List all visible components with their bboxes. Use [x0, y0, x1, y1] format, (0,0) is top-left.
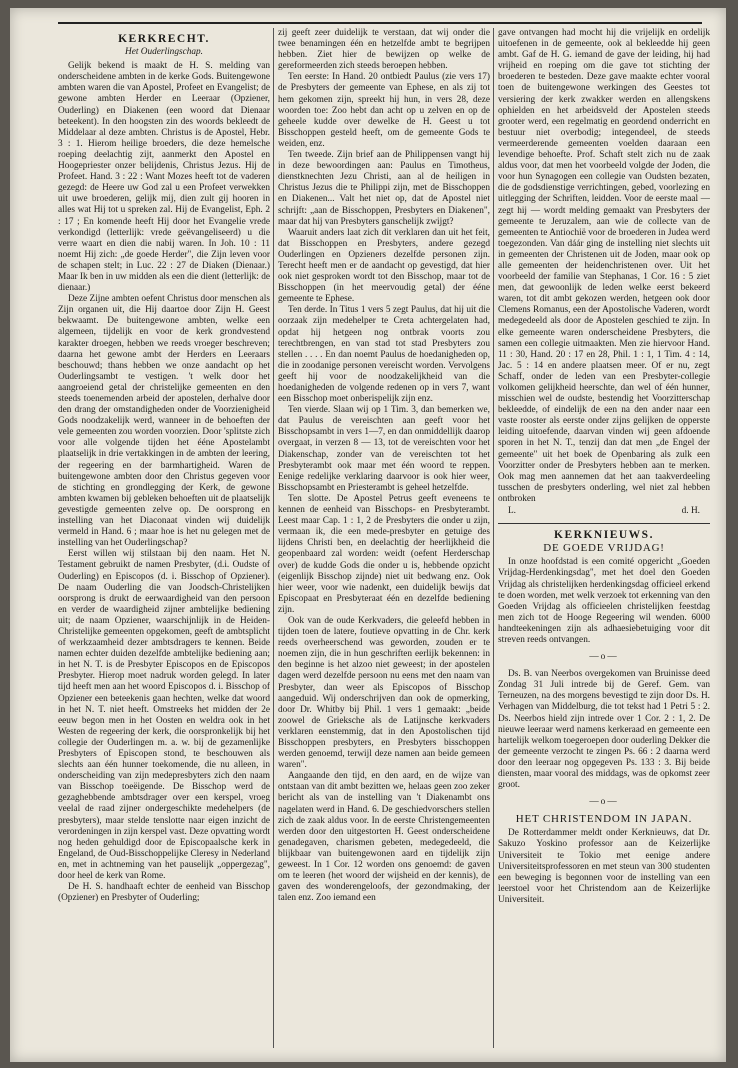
paragraph: zij geeft zeer duidelijk te verstaan, dat wij onder die twee benamingen één en hetzelfde ambt te begrijpen hebben. Ziet hier de bewijzen op welke de gereformeerden zich steeds beroepen hebben. [278, 28, 490, 72]
column-1 [58, 28, 270, 1048]
paragraph: De Rotterdammer meldt onder Kerknieuws, dat Dr. Sakuzo Yoskino professor aan de Keizerlijke Universiteit te Tokio met eenige andere Universiteitsprofessoren en met steun van 300 studenten een beweging is begonnen voor de instelling van een leerstoel voor het Christendom aan de Keizerlijke Universiteit. [498, 828, 710, 905]
paragraph: Ten vierde. Slaan wij op 1 Tim. 3, dan bemerken we, dat Paulus de vereischten aan geeft voor het Bisschopsambt in vers 1—7, en dan onmiddellijk daarop overgaat, in verzen 8 — 13, tot de vereischten voor het Diakenschap, zonder van de vereischten tot het Presbyterambt ook maar met één woord te reppen. Eenige redelijke verklaring daarvoor is ook hier weer, Bisschopsambt en Priesterambt is geheel hetzelfde. [278, 405, 490, 493]
paragraph: Deze Zijne ambten oefent Christus door menschen als Zijn organen uit, die Hij daartoe door Zijn H. Geest bekwaamt. De buitengewone ambten, welke een algemeen, tijdelijk en voor de kerk grondvestend karakter droegen, hebben we reeds vroeger beschreven; daarna het gewone ambt der Herders en Leeraars beschouwd; thans hebben we onze aandacht op het Ouderlingsambt te vestigen. 't welk door het aangroeiend getal der christelijke gemeenten en den steeds toenemenden arbeid der apostelen, derhalve door den drang der omstandigheden onder de Voorzienigheid Gods noodzakelijk werd, wanneer in de behoeften der vele gemeenten zou worden voorzien. Door 'splitste zich voor alle volgende tijden het ééne Apostelambt plaatselijk in drie vertakkingen in de ambten der leering, der regeering en der barmhartigheid. Waren de buitengewone ambten door den Christus gegeven voor de stichting en grondlegging der Kerk, de gewone ambten kwamen bij gebleken behoeften uit de plaatselijk gevestigde gemeenten zelve op. De oorsprong en instelling van het Diaconaat vinden wij duidelijk vermeld in Hand. 6 ; maar hoe is het nu gelegen met de instelling van het Ouderlingschap? [58, 294, 270, 549]
signature-right: d. H. [681, 506, 700, 517]
paragraph: In onze hoofdstad is een comité opgericht „Goeden Vrijdag-Herdenkingsdag", met het doel den Goeden Vrijdag als christelijken herdenkingsdag officieel erkend te doen worden, met welk verzoek tot erkenning van den Goeden Vrijdag als officieelen christelijken feestdag men zich tot de Hooge Regeering wil wenden. 6000 handteekeningen zijn als adhaesiebetuiging voor dit streven reeds ontvangen. [498, 557, 710, 645]
section-divider [498, 523, 710, 524]
paragraph: Waaruit anders laat zich dit verklaren dan uit het feit, dat Bisschoppen en Presbyters, andere gezegd Ouderlingen en Opzieners dezelfde personen zijn. Terecht heeft men er de aandacht op gevestigd, dat hier ook niet gesproken wordt tot den Bisschop, maar tot de Bisschoppen (in het meervoudig getal) der ééne gemeente te Ephese. [278, 227, 490, 305]
paragraph: Ten eerste: In Hand. 20 ontbiedt Paulus (zie vers 17) de Presbyters der gemeente van Ephese, en als zij tot hem gekomen zijn, spreekt hij hun, in vers 28, deze woorden toe: Zoo hebt dan acht op u zelven en op de geheele kudde over dewelke de H. Geest u tot Bisschoppen gesteld heeft, om de gemeente Gods te weiden, enz. [278, 72, 490, 149]
paragraph: Eerst willen wij stilstaan bij den naam. Het N. Testament gebruikt de namen Presbyter, (d.i. Oudste of Ouderling) en Episcopos (d. i. Bisschop of Opziener). De naam Ouderling die van Joodsch-Christelijken oorsprong is drukt de eerwaardigheid van den persoon en verder de waardigheid zijner ambtelijke bediening uit; de naam Opziener, waarschijnlijk in de Heiden-Christelijke gemeenten opgekomen, geeft de ambtsplicht of werkzaamheid dezer ambtsdragers te kennen. Beide namen echter duiden dezelfde ambtelijke bediening aan; in het N. T. is de Presbyter Episcopos en de Episcopos Presbyter. Hierop moet nadruk worden gelegd. In later tijd heeft men aan het woord Episcopos d. i. Bisschop of Opziener een beteekenis gaan hechten, welke dat woord in het N. T. niet heeft. Omstreeks het midden der 2e eeuw begon men in het Oosten en weldra ook in het Westen de regeering der kerk, die oorspronkelijk bij het collegie der Ouderlingen m. a. w. bij de gezamenlijke Presbyters of Episcopen stond, te beschouwen als slechts aan één hunner toekomende, die nu alleen, in onderscheiding van zijn medepresbyters zich den naam van Bisschop toeëigende. De Bisschop werd de gezaghebbende ambtsdrager over een kerspel, vroeg veelal de raad zijner ondergeschikte medehelpers (de presbyters), maar stelde tenslotte naar eigen inzicht de verordeningen in zijn kerspel vast. Deze opvatting wordt nog heden gehuldigd door de Episcopaalsche kerk in Engeland, de Oud-Bisschoppelijke Cleresy in Nederland en, met in achtneming van het pauselijk „oppergezag", door heel de kerk van Rome. [58, 549, 270, 882]
paragraph: Ook van de oude Kerkvaders, die geleefd hebben in tijden toen de latere, foutieve opvatting in de Chr. kerk reeds overheerschend was geworden, zouden er te noemen zijn, die in hun geschriften eerlijk bekennen: in den beginne is het alzoo niet geweest; in der apostelen dagen werd dezelfde persoon nu eens met den naam van Presbyter, dan weer als Episcopos of Bisschop aangeduid. Wij onderschrijven dan ook de opmerking, door Dr. Whitby bij Phil. 1 vers 1 gemaakt: „beide zoowel de Grieksche als de Latijnsche kerkvaders verklaren eenstemmig, dat in den Apostolischen tijd Bisschoppen presbyters, en Presbyters bisschoppen werden genoemd, terwijl deze namen aan beide gemeen waren". [278, 615, 490, 771]
top-rule [58, 22, 702, 24]
newspaper-page [10, 8, 726, 1062]
column-divider [273, 28, 274, 1048]
section-subtitle: DE GOEDE VRIJDAG! [543, 542, 665, 555]
column-3 [498, 28, 710, 1048]
paragraph: Ds. B. van Neerbos overgekomen van Bruinisse deed Zondag 31 Juli intrede bij de Geref. Gem. van Terneuzen, na des morgens bevestigd te zijn door Ds. H. Verhagen van Middelburg, die tot tekst had 1 Petri 5 : 2. Ds. Neerbos hield zijn intrede over 1 Cor. 2 : 1, 2. De nieuwe leeraar werd namens kerkeraad en gemeente een hartelijk welkom toegeroepen door ouderling Dekker die der gemeente verzocht te zingen Ps. 66 : 2 daarna werd door den leeraar nog opgegeven Ps. 133 : 3. Bij beide diensten, maar vooral des middags, was de opkomst zeer groot. [498, 669, 710, 791]
separator: —o— [589, 652, 619, 663]
paragraph: Aangaande den tijd, en den aard, en de wijze van ontstaan van dit ambt bezitten we, helaas geen zoo zeker bericht als van de instelling van 't Diakenambt ons nagelaten werd in Hand. 6. De geschiedvorschers stellen zich de zaak aldus voor. In de eerste Christengemeenten werden door den uitgestorten H. Geest onderscheidene genadegaven, charismen gebeten, medegedeeld, die blijkbaar van buitengewonen aard en tijdelijk zijn geweest. In 1 Cor. 12 worden ons genoemd: de gaven om te leeren (het woord der wijsheid en der kennis), de gaven des wonderengeloofs, der gezondmaking, der talen enz. Zoo iemand een [278, 771, 490, 904]
section-title: KERKNIEUWS. [554, 529, 654, 542]
article-subtitle: Het Ouderlingschap. [125, 47, 203, 58]
paragraph: De H. S. handhaaft echter de eenheid van Bisschop (Opziener) en Presbyter of Ouderling; [58, 882, 270, 904]
section-subtitle: HET CHRISTENDOM IN JAPAN. [515, 813, 693, 826]
paragraph: gave ontvangen had mocht hij die vrijelijk en ordelijk uitoefenen in de gemeente, ook al bekleedde hij geen ambt. Gaf de H. G. iemand de gave der leiding, hij had vrijheid en roeping om die gave tot stichting der broederen te besteden. Deze gave maakte echter vooral toen de buitengewone werkingen des Geestes tot versiering der kerk zwakker werden en allengskens ophielden en het arbeidsveld der Apostelen steeds grooter werd, een regelmatig en geordend onderricht en bestuur niet overbodig; integendeel, de steeds vermeerderende gemeenten voelden daaraan een levendige behoefte. Prof. Schaft stelt zich nu de zaak aldus voor, dat men het voorbeeld volgde der Joden, die voor hun Synagogen een collegie van Oudsten bezaten, die de godsdienstige verrichtingen, gebed, voorlezing en uitlegging der Schriften, leidden. Voor de eerste maal — zegt hij — wordt melding gemaakt van Presbyters der gemeente te Jeruzalem, aan wie de collecte van de gemeenten te Antiochië voor de broederen in Judea werd toegezonden. Van dáár ging de instelling niet slechts uit in gemeenten der Christenen uit de Joden, maar ook op alle gemeenten der heidenchristenen over. Uit het voorbeeld der familie van Stephanas, 1 Cor. 16 : 5 ziet men, dat gewoonlijk de leden welke eerst bekeerd waren, tot dit ambt gekozen werden, hetgeen ook door Clemens Romanus, een der Apostolische Vaderen, wordt medegedeeld als door de Apostelen geschied te zijn. In elke gemeente waren onderscheidene Presbyters, die samen een collegie uitmaakten. Men zie hiervoor Hand. 11 : 30, Hand. 20 : 17 en 28, Phil. 1 : 1, 1 Tim. 4 : 14, Jac. 5 : 14 en andere plaatsen meer. Of er nu, zegt Schaff, onder de leden van een Presbyter-collegie volkomen gelijkheid heerschte, dan wel of één hunner, misschien wel de oudste, bestendig het Voorzitterschap bekleedde, of eindelijk de een na den ander naar een vaste rooster als eerste onder zijns gelijken de opperste leiding uitoefende, daarvan vinden wij geen afdoende sporen in het N. T., tenzij dan dat men „de Engel der gemeente" uit het boek de Openbaring als zulk een Voorzitter onder de Presbyters hebben aan te merken. Ook mag men aannemen dat het aan taakverdeeling tusschen de presbyters onderling, wel niet zal hebben ontbroken [498, 28, 710, 504]
paragraph: Ten slotte. De Apostel Petrus geeft eveneens te kennen de eenheid van Bisschops- en Presbyterambt. Leest maar Cap. 1 : 1, 2 de Presbyters die onder u zijn, vermaan ik, die een mede-presbyter en getuige des lijdens Christi ben, en deelachtig der heerlijkheid die geopenbaard zal worden: weidt (oefent Herderschap over) de kudde Gods die onder u is, hebbende opzicht (eigenlijk Bisschop zijnde) niet uit bedwang enz. Ook hier weer, voor wie nadenkt, een duidelijk bewijs dat Episcopaat en Presbyteraat één en dezelfde bediening zijn. [278, 493, 490, 615]
column-divider [493, 28, 494, 1048]
paragraph: Ten derde. In Titus 1 vers 5 zegt Paulus, dat hij uit die oorzaak zijn medehelper te Creta achtergelaten had, opdat hij hetgeen nog ontbrak voorts zou terechtbrengen, en van stad tot stad Presbyters zou stellen . . . . En dan noemt Paulus de hoedanigheden op, die in zoodanige personen vereischt worden. Vervolgens geeft hij voor de noodzakelijkheid van die hoedanigheden de volgende redenen op in vers 7, want een Bisschop moet onberispelijk zijn enz. [278, 305, 490, 405]
article-title: KERKRECHT. [118, 33, 210, 45]
separator: —o— [589, 797, 619, 808]
column-2 [278, 28, 490, 1048]
paragraph: Ten tweede. Zijn brief aan de Philippensen vangt hij in deze bewoordingen aan: Paulus en Timotheus, dienstknechten Jezu Christi, aan al de heiligen in Christus Jezus die te Philippi zijn, met de Bisschoppen en Diakenen... Valt het niet op, dat de Apostel niet schrijft: „aan de Bisschoppen, Presbyters en Diakenen", maar dat hij van Presbyters ganschelijk zwijgt? [278, 150, 490, 227]
signature [498, 506, 710, 517]
signature-left: L. [508, 506, 517, 517]
paragraph: Gelijk bekend is maakt de H. S. melding van onderscheidene ambten in de kerke Gods. Buitengewone ambten waren die van Apostel, Profeet en Evangelist; de gewone ambten Herder en Leeraar (Opziener, Ouderling) en Diakenen (een woord dat Dienaar beteekent). In den hoogsten zin des woords bekleedt de Middelaar al deze ambten. Christus is de Apostel, Hebr. 3 : 1. Hierom heilige broeders, die deze hemelsche roeping deelachtig zijt, aanmerkt den Apostel en Hoogepriester onzer belijdenis, Christus Jezus. Hij de Profeet. Hand. 3 : 22 : Want Mozes heeft tot de vaderen gezegd: de Heere uw God zal u een Profeet verwekken uit uwe broederen, gelijk mij, dien zult gij hooren in alles wat Hij tot u spreken zal. Hij de Evangelist, Eph. 2 : 17 ; En komende heeft Hij door het Evangelie vrede verkondigd (letterlijk: vrede geëvangeliseerd) u die verre waart en dien die nabij waren. In Joh. 10 : 11 noemt Hij zich: „de goede Herder", die Zijn leven voor de schapen stelt; in Luc. 22 : 27 de Diaken (Dienaar.) Maar Ik ben in uw midden als een die dient (letterlijk: de dienaar.) [58, 61, 270, 294]
